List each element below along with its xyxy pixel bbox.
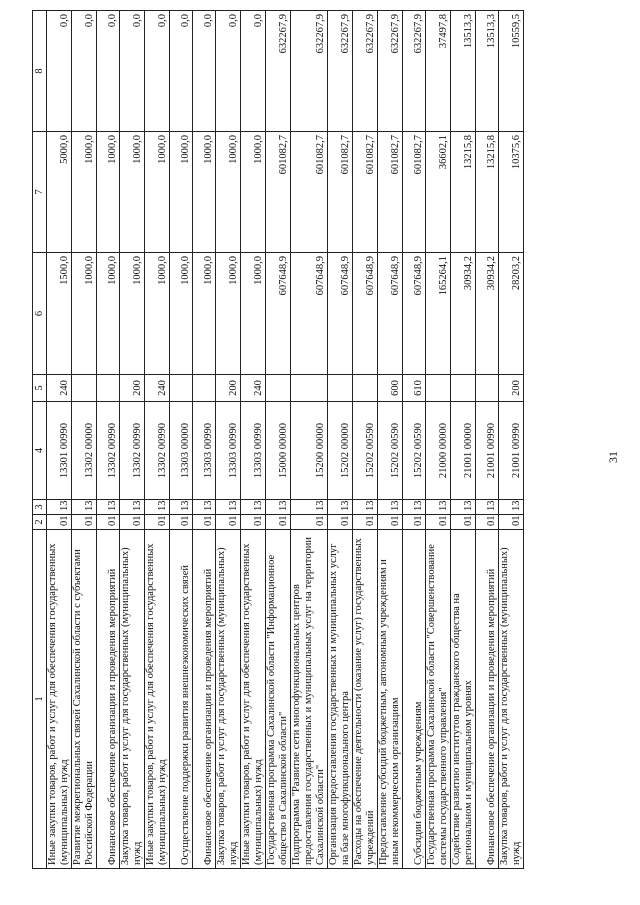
- col-header: 1: [33, 530, 47, 869]
- row-name: Иные закупки товаров, работ и услуг для обеспечения государственных (муниципальных) нужд: [145, 530, 170, 869]
- row-name: Государственная программа Сахалинской области "Совершенствование системы государственного управления": [426, 530, 451, 869]
- col-header: 8: [33, 11, 47, 132]
- row-code-section: 01: [353, 515, 378, 530]
- row-target-article: 21000 00000: [426, 402, 451, 500]
- row-code-section: 01: [72, 515, 97, 530]
- row-expense-type: 240: [145, 375, 170, 402]
- row-name: Финансовое обеспечение организации и проведения мероприятий: [97, 530, 120, 869]
- row-amount-col6: 1000,0: [216, 253, 241, 375]
- row-code-subsection: 13: [193, 500, 216, 515]
- col-header: 5: [33, 375, 47, 402]
- row-amount-col8: 632267,9: [266, 11, 291, 132]
- row-amount-col6: 1000,0: [145, 253, 170, 375]
- row-amount-col7: 13215,8: [451, 132, 476, 253]
- row-code-section: 01: [378, 515, 403, 530]
- row-code-section: 01: [499, 515, 524, 530]
- row-amount-col6: 1000,0: [120, 253, 145, 375]
- row-amount-col8: 37497,8: [426, 11, 451, 132]
- row-target-article: 15202 00590: [378, 402, 403, 500]
- row-expense-type: [451, 375, 476, 402]
- row-expense-type: [72, 375, 97, 402]
- row-amount-col6: 1000,0: [193, 253, 216, 375]
- row-expense-type: 600: [378, 375, 403, 402]
- row-expense-type: 200: [216, 375, 241, 402]
- row-target-article: 21001 00990: [499, 402, 524, 500]
- row-amount-col7: 1000,0: [193, 132, 216, 253]
- row-amount-col7: 601082,7: [291, 132, 328, 253]
- row-target-article: 13303 00990: [241, 402, 266, 500]
- row-code-subsection: 13: [499, 500, 524, 515]
- table-row: [426, 11, 451, 869]
- row-amount-col6: 1000,0: [241, 253, 266, 375]
- row-amount-col8: 632267,9: [378, 11, 403, 132]
- row-amount-col6: 1500,0: [47, 253, 72, 375]
- row-expense-type: [353, 375, 378, 402]
- row-code-section: 01: [193, 515, 216, 530]
- row-target-article: 13303 00000: [170, 402, 193, 500]
- row-name: Иные закупки товаров, работ и услуг для обеспечения государственных (муниципальных) нужд: [241, 530, 266, 869]
- row-name: Развитие межрегиональных связей Сахалинской области с субъектами Российской Федерации: [72, 530, 97, 869]
- row-target-article: 13301 00990: [47, 402, 72, 500]
- row-amount-col7: 1000,0: [241, 132, 266, 253]
- row-expense-type: 240: [47, 375, 72, 402]
- row-expense-type: 610: [403, 375, 426, 402]
- row-code-subsection: 13: [328, 500, 353, 515]
- row-name: Организация предоставления государственных и муниципальных услуг на базе многофункционального центра: [328, 530, 353, 869]
- row-code-section: 01: [266, 515, 291, 530]
- row-amount-col8: 632267,9: [291, 11, 328, 132]
- table-row: [120, 11, 145, 869]
- table-row: [328, 11, 353, 869]
- row-expense-type: 200: [499, 375, 524, 402]
- row-name: Осуществление поддержки развития внешнеэкономических связей: [170, 530, 193, 869]
- col-header: 3: [33, 500, 47, 515]
- row-code-section: 01: [145, 515, 170, 530]
- row-code-subsection: 13: [145, 500, 170, 515]
- row-target-article: 15202 00590: [403, 402, 426, 500]
- row-code-section: 01: [170, 515, 193, 530]
- row-target-article: 13302 00990: [145, 402, 170, 500]
- row-name: Финансовое обеспечение организации и проведения мероприятий: [476, 530, 499, 869]
- row-amount-col6: 607648,9: [291, 253, 328, 375]
- row-amount-col6: 30934,2: [476, 253, 499, 375]
- table-row: [145, 11, 170, 869]
- table-row: [291, 11, 328, 869]
- row-code-section: 01: [216, 515, 241, 530]
- row-code-subsection: 13: [47, 500, 72, 515]
- row-expense-type: [170, 375, 193, 402]
- row-target-article: 15200 00000: [291, 402, 328, 500]
- row-amount-col8: 632267,9: [328, 11, 353, 132]
- row-amount-col7: 601082,7: [403, 132, 426, 253]
- table-row: [72, 11, 97, 869]
- row-name: Финансовое обеспечение организации и проведения мероприятий: [193, 530, 216, 869]
- row-amount-col6: 607648,9: [353, 253, 378, 375]
- row-code-section: 01: [291, 515, 328, 530]
- header-row: [33, 11, 47, 869]
- row-name: Государственная программа Сахалинской области "Информационное общество в Сахалинской области": [266, 530, 291, 869]
- row-amount-col7: 601082,7: [378, 132, 403, 253]
- row-name: Содействие развитию институтов гражданского общества на региональном и муниципальном уровнях: [451, 530, 476, 869]
- row-amount-col8: 0,0: [72, 11, 97, 132]
- table-row: [403, 11, 426, 869]
- row-code-section: 01: [426, 515, 451, 530]
- row-code-subsection: 13: [241, 500, 266, 515]
- row-name: Закупка товаров, работ и услуг для государственных (муниципальных) нужд: [216, 530, 241, 869]
- row-amount-col8: 10559,5: [499, 11, 524, 132]
- row-code-section: 01: [403, 515, 426, 530]
- row-target-article: 15202 00590: [353, 402, 378, 500]
- row-amount-col6: 607648,9: [266, 253, 291, 375]
- table-row: [97, 11, 120, 869]
- row-code-section: 01: [241, 515, 266, 530]
- row-expense-type: [328, 375, 353, 402]
- row-target-article: 13302 00000: [72, 402, 97, 500]
- row-amount-col7: 1000,0: [145, 132, 170, 253]
- row-code-section: 01: [47, 515, 72, 530]
- row-code-subsection: 13: [72, 500, 97, 515]
- row-amount-col8: 0,0: [97, 11, 120, 132]
- row-amount-col8: 13513,3: [451, 11, 476, 132]
- row-name: Закупка товаров, работ и услуг для государственных (муниципальных) нужд: [120, 530, 145, 869]
- row-target-article: 13302 00990: [97, 402, 120, 500]
- row-amount-col6: 165264,1: [426, 253, 451, 375]
- table-row: [353, 11, 378, 869]
- row-expense-type: 240: [241, 375, 266, 402]
- col-header: 6: [33, 253, 47, 375]
- page-number: 31: [606, 451, 620, 463]
- row-amount-col6: 1000,0: [72, 253, 97, 375]
- row-amount-col7: 10375,6: [499, 132, 524, 253]
- table-row: [476, 11, 499, 869]
- row-amount-col8: 632267,9: [353, 11, 378, 132]
- row-amount-col6: 607648,9: [403, 253, 426, 375]
- row-amount-col7: 13215,8: [476, 132, 499, 253]
- row-code-section: 01: [97, 515, 120, 530]
- row-amount-col7: 5000,0: [47, 132, 72, 253]
- row-amount-col8: 0,0: [241, 11, 266, 132]
- table-row: [378, 11, 403, 869]
- table-row: [241, 11, 266, 869]
- row-amount-col7: 1000,0: [97, 132, 120, 253]
- row-code-section: 01: [120, 515, 145, 530]
- row-expense-type: [266, 375, 291, 402]
- row-expense-type: [426, 375, 451, 402]
- row-code-subsection: 13: [291, 500, 328, 515]
- table-row: [451, 11, 476, 869]
- col-header: 4: [33, 402, 47, 500]
- table-row: [193, 11, 216, 869]
- row-amount-col6: 30934,2: [451, 253, 476, 375]
- row-amount-col8: 13513,3: [476, 11, 499, 132]
- row-target-article: 13302 00990: [120, 402, 145, 500]
- budget-table: [32, 10, 524, 869]
- row-expense-type: [476, 375, 499, 402]
- row-code-subsection: 13: [403, 500, 426, 515]
- row-amount-col8: 0,0: [145, 11, 170, 132]
- row-amount-col8: 0,0: [47, 11, 72, 132]
- row-amount-col7: 601082,7: [266, 132, 291, 253]
- row-name: Предоставление субсидий бюджетным, автономным учреждениям и иным некоммерческим организациям: [378, 530, 403, 869]
- row-amount-col7: 1000,0: [120, 132, 145, 253]
- row-code-subsection: 13: [97, 500, 120, 515]
- row-amount-col6: 1000,0: [97, 253, 120, 375]
- row-amount-col8: 0,0: [120, 11, 145, 132]
- row-expense-type: [193, 375, 216, 402]
- row-code-subsection: 13: [353, 500, 378, 515]
- row-target-article: 15000 00000: [266, 402, 291, 500]
- row-target-article: 15202 00000: [328, 402, 353, 500]
- row-amount-col6: 607648,9: [328, 253, 353, 375]
- row-amount-col8: 632267,9: [403, 11, 426, 132]
- row-code-subsection: 13: [476, 500, 499, 515]
- row-name: Расходы на обеспечение деятельности (оказание услуг) государственных учреждений: [353, 530, 378, 869]
- row-amount-col8: 0,0: [170, 11, 193, 132]
- row-target-article: 13303 00990: [193, 402, 216, 500]
- row-amount-col6: 28203,2: [499, 253, 524, 375]
- row-target-article: 13303 00990: [216, 402, 241, 500]
- row-code-subsection: 13: [451, 500, 476, 515]
- row-amount-col7: 601082,7: [353, 132, 378, 253]
- row-expense-type: 200: [120, 375, 145, 402]
- row-amount-col7: 1000,0: [216, 132, 241, 253]
- row-name: Субсидии бюджетным учреждениям: [403, 530, 426, 869]
- row-target-article: 21001 00990: [476, 402, 499, 500]
- row-expense-type: [291, 375, 328, 402]
- row-expense-type: [97, 375, 120, 402]
- table-row: [47, 11, 72, 869]
- row-code-subsection: 13: [378, 500, 403, 515]
- col-header: 2: [33, 515, 47, 530]
- row-name: Подпрограмма "Развитие сети многофункциональных центров предоставления государственных и муниципальных услуг на территории Сахалинской области": [291, 530, 328, 869]
- table-row: [499, 11, 524, 869]
- row-code-subsection: 13: [266, 500, 291, 515]
- row-name: Закупка товаров, работ и услуг для государственных (муниципальных) нужд: [499, 530, 524, 869]
- row-amount-col7: 36602,1: [426, 132, 451, 253]
- row-code-subsection: 13: [120, 500, 145, 515]
- table-row: [170, 11, 193, 869]
- row-amount-col6: 1000,0: [170, 253, 193, 375]
- col-header: 7: [33, 132, 47, 253]
- row-code-subsection: 13: [170, 500, 193, 515]
- table-row: [266, 11, 291, 869]
- row-amount-col7: 1000,0: [72, 132, 97, 253]
- row-amount-col8: 0,0: [193, 11, 216, 132]
- row-code-subsection: 13: [426, 500, 451, 515]
- row-amount-col8: 0,0: [216, 11, 241, 132]
- row-name: Иные закупки товаров, работ и услуг для обеспечения государственных (муниципальных) нужд: [47, 530, 72, 869]
- table-row: [216, 11, 241, 869]
- row-code-section: 01: [451, 515, 476, 530]
- row-code-section: 01: [476, 515, 499, 530]
- row-code-subsection: 13: [216, 500, 241, 515]
- row-amount-col6: 607648,9: [378, 253, 403, 375]
- row-amount-col7: 601082,7: [328, 132, 353, 253]
- row-code-section: 01: [328, 515, 353, 530]
- row-target-article: 21001 00000: [451, 402, 476, 500]
- row-amount-col7: 1000,0: [170, 132, 193, 253]
